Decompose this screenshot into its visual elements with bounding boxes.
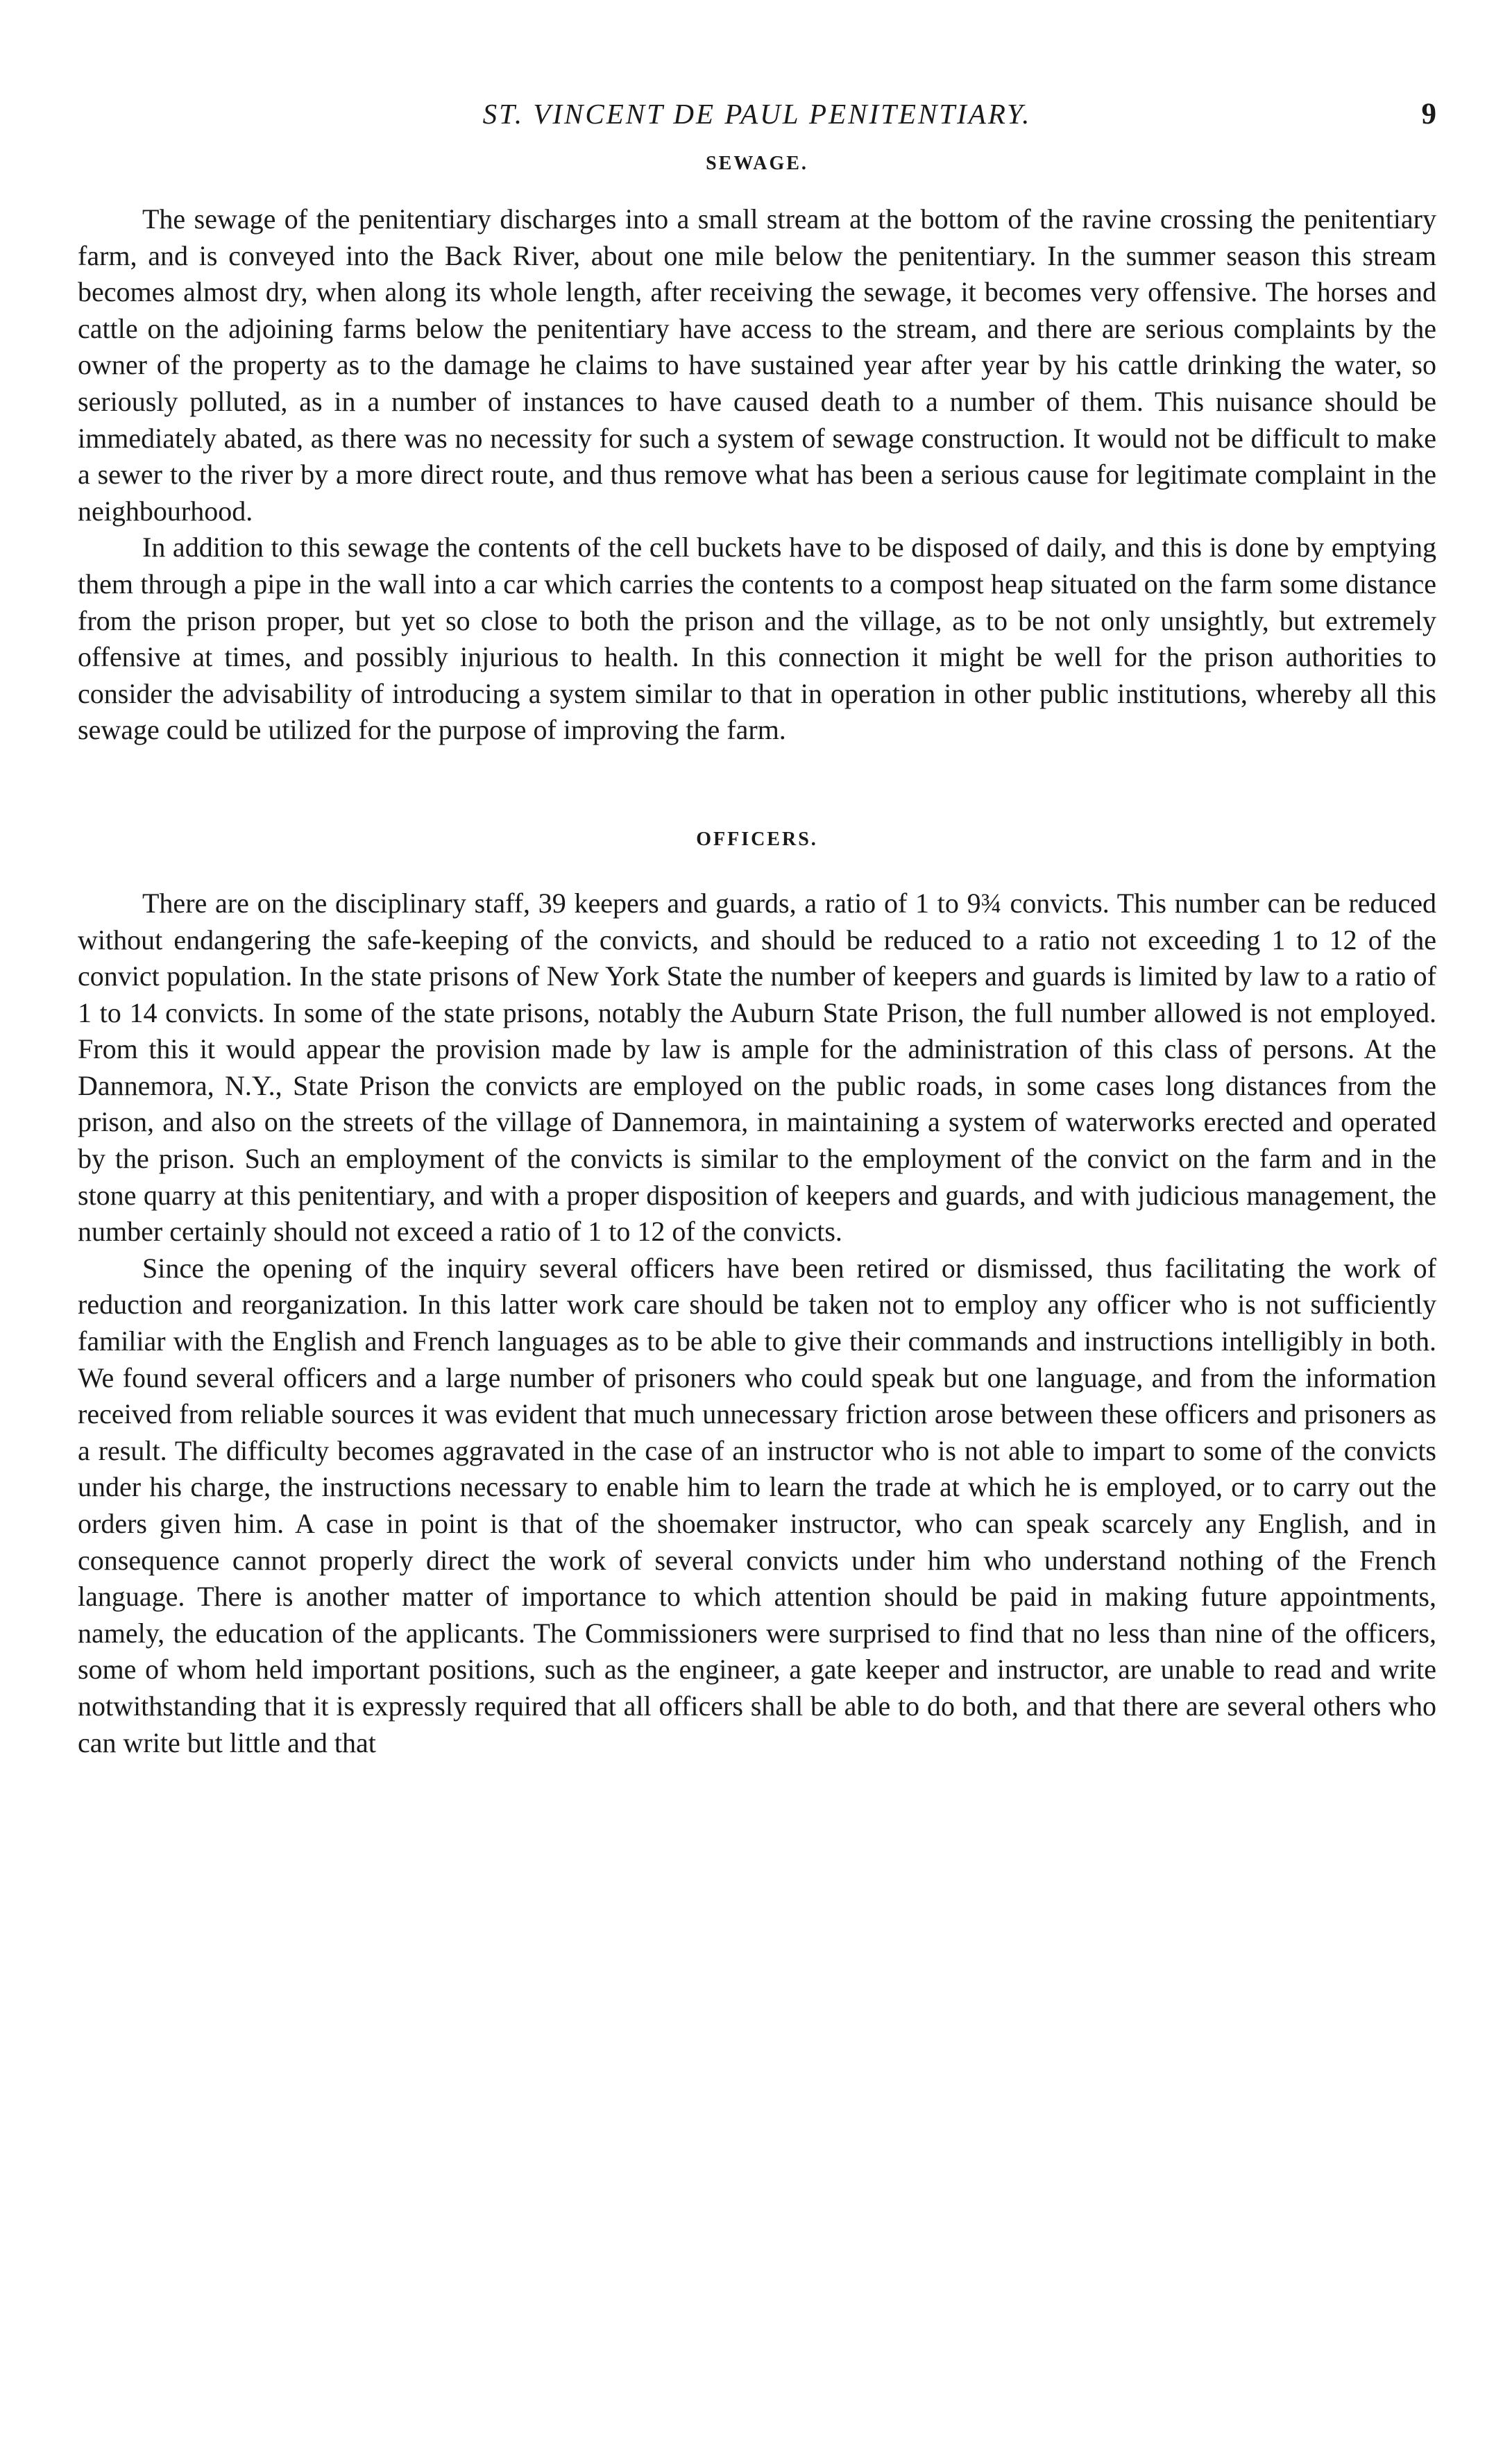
- section-sewage: [78, 153, 1436, 749]
- officers-paragraph-1: There are on the disciplinary staff, 39 keepers and guards, a ratio of 1 to 9¾ convicts. This number can be reduced without endangering the safe-keeping of the convicts, and should be reduced to a ratio not exceeding 1 to 12 of the convict population. In the state prisons of New York State the number of keepers and guards is limited by law to a ratio of 1 to 14 convicts. In some of the state prisons, notably the Auburn State Prison, the full number allowed is not employed. From this it would appear the provision made by law is ample for the administration of this class of persons. At the Dannemora, N.Y., State Prison the convicts are employed on the public roads, in some cases long distances from the prison, and also on the streets of the village of Dannemora, in maintaining a system of waterworks erected and operated by the prison. Such an employment of the convicts is similar to the employment of the convict on the farm and in the stone quarry at this penitentiary, and with a proper disposition of keepers and guards, and with judicious management, the number certainly should not exceed a ratio of 1 to 12 of the convicts.: [78, 887, 1436, 1248]
- sewage-paragraph-1: The sewage of the penitentiary discharges into a small stream at the bottom of the ravine crossing the penitentiary farm, and is conveyed into the Back River, about one mile below the penitentiary. In the summer season this stream becomes almost dry, when along its whole length, after receiving the sewage, it becomes very offensive. The horses and cattle on the adjoining farms below the penitentiary have access to the stream, and there are serious complaints by the owner of the property as to the damage he claims to have sustained year after year by his cattle drinking the water, so seriously polluted, as in a number of instances to have caused death to a number of them. This nuisance should be immediately abated, as there was no necessity for such a system of sewage construction. It would not be difficult to make a sewer to the river by a more direct route, and thus remove what has been a serious cause for legitimate complaint in the neighbourhood.: [78, 203, 1436, 527]
- running-title: ST. VINCENT DE PAUL PENITENTIARY.: [482, 98, 1032, 130]
- page-number: 9: [1421, 98, 1436, 130]
- officers-paragraph-2: Since the opening of the inquiry several officers have been retired or dismissed, thus facilitating the work of reduction and reorganization. In this latter work care should be taken not to employ any officer who is not sufficiently familiar with the English and French languages as to be able to give their commands and instructions intelligibly in both. We found several officers and a large number of prisoners who could speak but one language, and from the information received from reliable sources it was evident that much unnecessary friction arose between these officers and prisoners as a result. The difficulty becomes aggravated in the case of an instructor who is not able to impart to some of the convicts under his charge, the instructions necessary to enable him to learn the trade at which he is employed, or to carry out the orders given him. A case in point is that of the shoemaker instructor, who can speak scarcely any English, and in consequence cannot properly direct the work of several convicts under him who understand nothing of the French language. There is another matter of importance to which attention should be paid in making future appointments, namely, the education of the applicants. The Commissioners were surprised to find that no less than nine of the officers, some of whom held important positions, such as the engineer, a gate keeper and instructor, are unable to read and write notwithstanding that it is expressly required that all officers shall be able to do both, and that there are several others who can write but little and that: [78, 1252, 1436, 1758]
- section-heading-sewage: SEWAGE.: [706, 153, 808, 174]
- section-heading-officers: OFFICERS.: [696, 828, 818, 850]
- section-officers: [78, 829, 1436, 1761]
- document-page: [78, 90, 1436, 1761]
- running-header: [78, 90, 1436, 153]
- sewage-paragraph-2: In addition to this sewage the contents of the cell buckets have to be disposed of daily, and this is done by emptying them through a pipe in the wall into a car which carries the contents to a compost heap situated on the farm some distance from the prison proper, but yet so close to both the prison and the village, as to be not only unsightly, but extremely offensive at times, and possibly injurious to health. In this connection it might be well for the prison authorities to consider the advisability of introducing a system similar to that in operation in other public institutions, whereby all this sewage could be utilized for the purpose of improving the farm.: [78, 532, 1436, 746]
